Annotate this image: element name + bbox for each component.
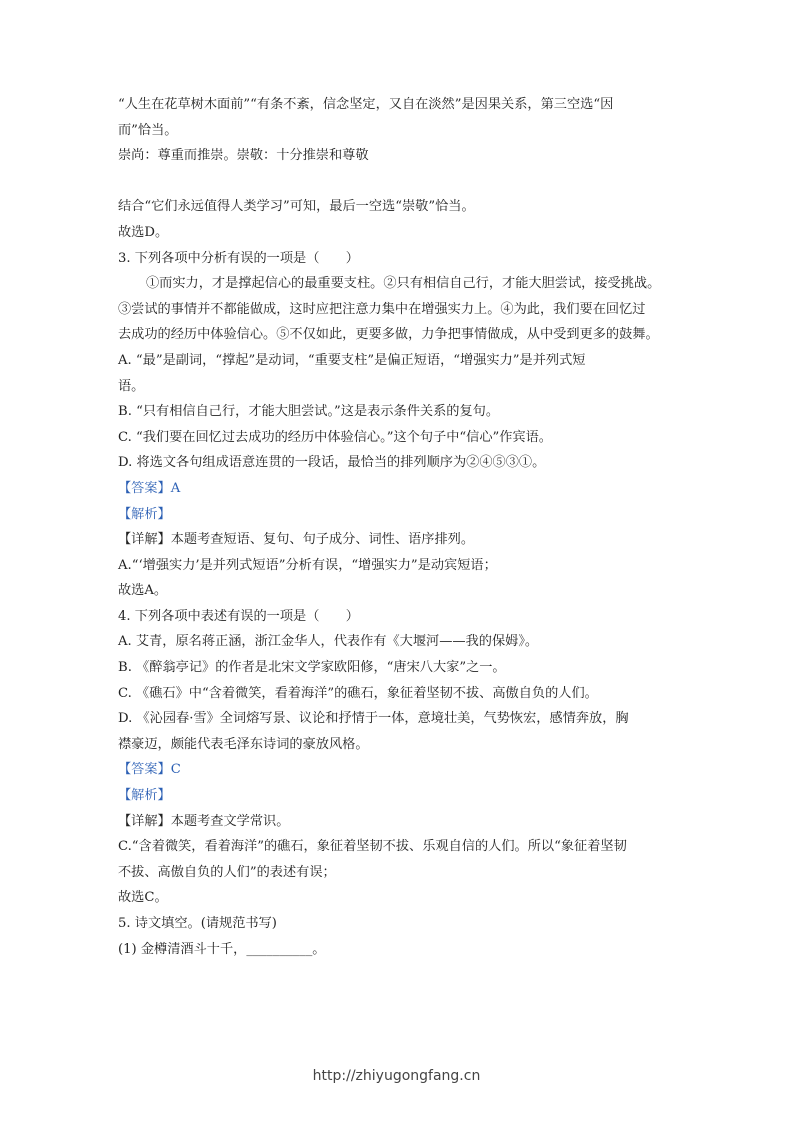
- text-line: C.“含着微笑，看着海洋”的礁石，象征着坚韧不拔、乐观自信的人们。所以“象征着坚韧: [118, 839, 627, 855]
- text-line: 结合“它们永远值得人类学习”可知，最后一空选“崇敬”恰当。: [118, 199, 475, 215]
- text-line: A.“‘增强实力’是并列式短语”分析有误，“增强实力”是动宾短语；: [118, 557, 497, 573]
- text-line: 故选D。: [118, 224, 169, 240]
- text-line: “人生在花草树木面前”“有条不紊，信念坚定，又自在淡然”是因果关系，第三空选“因: [118, 97, 614, 112]
- option-d: D. 《沁园春·雪》全词熔写景、议论和抒情于一体，意境壮美，气势恢宏，感情奔放，胸: [118, 711, 629, 727]
- fill-blank-item: (1) 金樽清酒斗十千，__________。: [118, 941, 326, 957]
- question-4-stem: 4. 下列各项中表述有误的一项是（ ）: [118, 608, 359, 624]
- text-line: 崇尚：尊重而推崇。崇敬：十分推崇和尊敬: [118, 148, 369, 164]
- text-line: 不拔、高傲自负的人们”的表述有误；: [118, 864, 336, 880]
- option-d: D. 将选文各句组成语意连贯的一段话，最恰当的排列顺序为②④⑤③①。: [118, 455, 546, 471]
- analysis-label: 【解析】: [118, 506, 171, 522]
- option-a: A. 艾青，原名蒋正涵，浙江金华人，代表作有《大堰河——我的保姆》。: [118, 634, 539, 650]
- analysis-label: 【解析】: [118, 788, 171, 804]
- option-b: B. “只有相信自己行，才能大胆尝试。”这是表示条件关系的复句。: [118, 404, 500, 420]
- passage-line: 去成功的经历中体验信心。⑤不仅如此，更要多做，力争把事情做成，从中受到更多的鼓舞。: [118, 327, 659, 343]
- footer-url: http://zhiyugongfang.cn: [312, 1068, 481, 1084]
- text-line: 故选A。: [118, 583, 168, 599]
- option-a: A. “最”是副词，“撑起”是动词，“重要支柱”是偏正短语，“增强实力”是并列式短: [118, 352, 586, 368]
- passage-line: ③尝试的事情并不都能做成，这时应把注意力集中在增强实力上。④为此，我们要在回忆过: [118, 301, 646, 317]
- detail-explanation: 【详解】本题考查文学常识。: [118, 813, 290, 829]
- detail-explanation: 【详解】本题考查短语、复句、句子成分、词性、语序排列。: [118, 532, 475, 548]
- text-line: 故选C。: [118, 890, 168, 906]
- text-line: 而”恰当。: [118, 122, 178, 138]
- option-d-cont: 襟豪迈，颇能代表毛泽东诗词的豪放风格。: [118, 736, 369, 752]
- question-3-stem: 3. 下列各项中分析有误的一项是（ ）: [118, 250, 359, 266]
- blank-line: [118, 169, 678, 195]
- answer-label: 【答案】A: [118, 480, 181, 496]
- option-c: C. “我们要在回忆过去成功的经历中体验信心。”这个句子中“信心”作宾语。: [118, 429, 552, 445]
- option-b: B. 《醉翁亭记》的作者是北宋文学家欧阳修，“唐宋八大家”之一。: [118, 660, 506, 676]
- question-5-stem: 5. 诗文填空。(请规范书写): [118, 916, 277, 931]
- document-body: [118, 92, 678, 962]
- option-c: C. 《礁石》中“含着微笑，看着海洋”的礁石，象征着坚韧不拔、高傲自负的人们。: [118, 685, 598, 701]
- answer-label: 【答案】C: [118, 762, 181, 778]
- passage-line: ①而实力，才是撑起信心的最重要支柱。②只有相信自己行，才能大胆尝试，接受挑战。: [146, 276, 661, 292]
- option-a-cont: 语。: [118, 378, 145, 394]
